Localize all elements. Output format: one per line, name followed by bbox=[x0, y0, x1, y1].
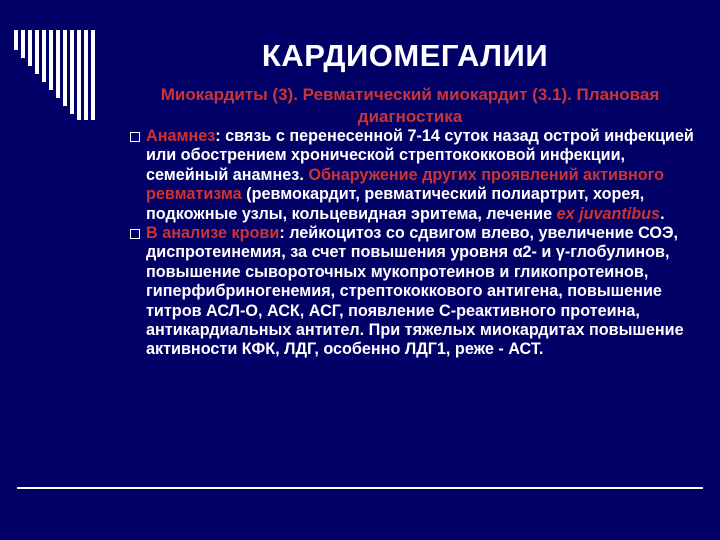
bullet-term: В анализе крови bbox=[146, 224, 280, 243]
slide-title: КАРДИОМЕГАЛИИ bbox=[261, 38, 549, 73]
bullet-text: (ревмокардит, ревматический полиартрит, хорея, подкожные узлы, кольцевидная эритема, лечение bbox=[146, 185, 645, 223]
bullet-text: : связь с перенесенной 7-14 суток назад острой инфекцией или обострением хронической стрептококковой инфекции, семейный анамнез. bbox=[146, 127, 694, 184]
bullet-term-secondary: Обнаружение других проявлений активного ревматизма bbox=[146, 165, 665, 204]
bullet-anamnesis bbox=[146, 127, 706, 224]
slide-content bbox=[146, 127, 706, 360]
bullet-text: . bbox=[660, 204, 665, 223]
square-bullet-icon bbox=[130, 132, 140, 142]
bullet-blood-test bbox=[146, 224, 706, 360]
bottom-divider bbox=[17, 487, 703, 489]
bullet-text: : лейкоцитоз со сдвигом влево, увеличение СОЭ, диспротеинемия, за счет повышения уровня α2- и γ-глобулинов, повышение сывороточных мукопротеинов и гликопротеинов, гиперфибриногенемия, стрептококкового антигена, повышение титров АСЛ-О, АСК, АСГ, появление С-реактивного протеина, антикардиальных антител. При тяжелых миокардитах повышение активности КФК, ЛДГ, особенно ЛДГ1, реже - АСТ. bbox=[146, 224, 684, 359]
slide-subtitle: Миокардиты (3). Ревматический миокардит (3.1). Плановая диагностика bbox=[160, 85, 660, 126]
bullet-italic-term: ex juvantibus bbox=[556, 204, 661, 223]
square-bullet-icon bbox=[130, 229, 140, 239]
bullet-term: Анамнез bbox=[146, 127, 216, 145]
